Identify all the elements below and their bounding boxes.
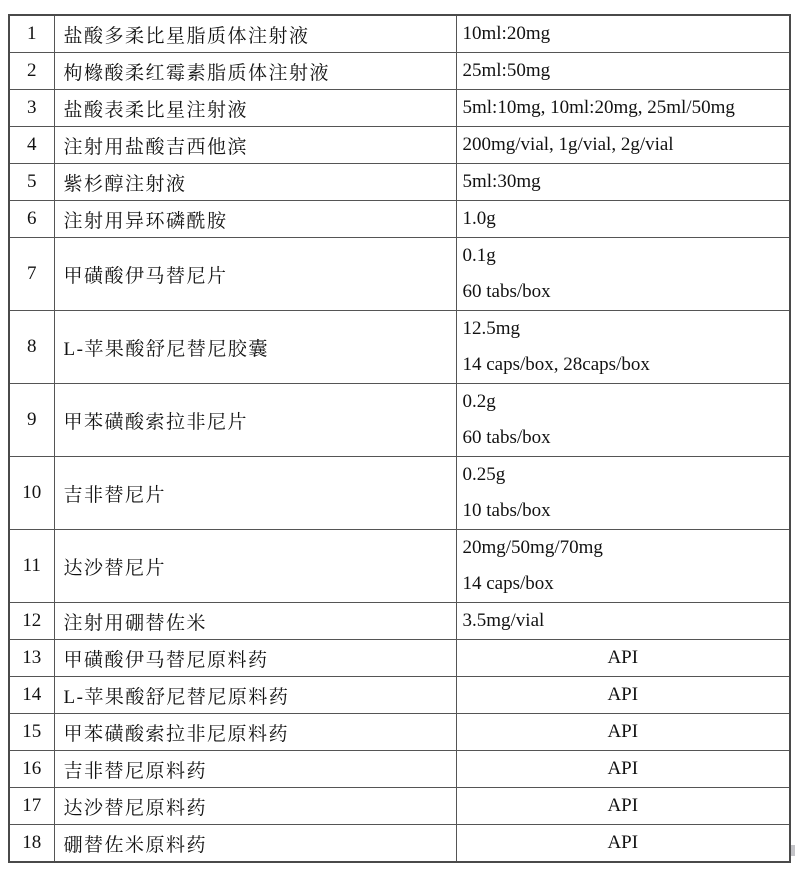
table-row [9, 825, 790, 863]
spec-line: 0.25g [462, 464, 506, 485]
table-row [9, 311, 790, 384]
product-name-cell: 吉非替尼原料药 [54, 751, 456, 788]
row-number-cell: 9 [9, 384, 54, 457]
table-row [9, 164, 790, 201]
table-row [9, 640, 790, 677]
row-number-cell: 12 [9, 603, 54, 640]
spec-line: API [607, 647, 639, 668]
spec-line: 20mg/50mg/70mg [462, 537, 603, 558]
spec-line: 25ml:50mg [462, 60, 551, 81]
spec-line: 200mg/vial, 1g/vial, 2g/vial [462, 134, 674, 155]
table-row [9, 53, 790, 90]
spec-line: API [607, 795, 639, 816]
product-name-cell: L-苹果酸舒尼替尼胶囊 [54, 311, 456, 384]
spec-line: 14 caps/box, 28caps/box [462, 354, 650, 375]
row-number-cell: 1 [9, 15, 54, 53]
product-spec-cell [456, 751, 790, 788]
row-number-cell: 13 [9, 640, 54, 677]
drug-table-body [9, 15, 790, 862]
spec-line: API [607, 721, 639, 742]
table-row [9, 15, 790, 53]
product-spec-cell [456, 677, 790, 714]
table-row [9, 238, 790, 311]
row-number-cell: 14 [9, 677, 54, 714]
row-number-cell: 11 [9, 530, 54, 603]
product-spec-cell [456, 714, 790, 751]
table-row [9, 751, 790, 788]
product-spec-cell [456, 457, 790, 530]
row-number-cell: 4 [9, 127, 54, 164]
product-spec-cell [456, 164, 790, 201]
row-number-cell: 15 [9, 714, 54, 751]
row-number-cell: 2 [9, 53, 54, 90]
spec-line: API [607, 758, 639, 779]
scan-artifact-mark [791, 845, 795, 856]
spec-line: 12.5mg [462, 318, 521, 339]
product-spec-cell [456, 15, 790, 53]
spec-line: 5ml:10mg, 10ml:20mg, 25ml/50mg [462, 97, 735, 118]
spec-line: 0.2g [462, 391, 496, 412]
spec-line: 14 caps/box [462, 573, 554, 594]
product-name-cell: 注射用硼替佐米 [54, 603, 456, 640]
product-spec-cell [456, 788, 790, 825]
table-row [9, 788, 790, 825]
product-spec-cell [456, 530, 790, 603]
table-row [9, 127, 790, 164]
spec-line: 0.1g [462, 245, 496, 266]
product-spec-cell [456, 53, 790, 90]
spec-line: 60 tabs/box [462, 281, 551, 302]
spec-line: 10ml:20mg [462, 23, 551, 44]
product-name-cell: 注射用盐酸吉西他滨 [54, 127, 456, 164]
product-name-cell: 甲磺酸伊马替尼片 [54, 238, 456, 311]
product-spec-cell [456, 603, 790, 640]
product-name-cell: 盐酸多柔比星脂质体注射液 [54, 15, 456, 53]
product-spec-cell [456, 127, 790, 164]
product-spec-cell [456, 90, 790, 127]
product-name-cell: 甲苯磺酸索拉非尼片 [54, 384, 456, 457]
product-name-cell: 甲苯磺酸索拉非尼原料药 [54, 714, 456, 751]
row-number-cell: 16 [9, 751, 54, 788]
product-name-cell: L-苹果酸舒尼替尼原料药 [54, 677, 456, 714]
spec-line: API [607, 684, 639, 705]
table-row [9, 457, 790, 530]
product-name-cell: 枸橼酸柔红霉素脂质体注射液 [54, 53, 456, 90]
row-number-cell: 18 [9, 825, 54, 863]
product-name-cell: 达沙替尼原料药 [54, 788, 456, 825]
product-spec-cell [456, 311, 790, 384]
product-name-cell: 吉非替尼片 [54, 457, 456, 530]
row-number-cell: 6 [9, 201, 54, 238]
product-spec-cell [456, 238, 790, 311]
spec-line: 1.0g [462, 208, 496, 229]
row-number-cell: 8 [9, 311, 54, 384]
table-row [9, 530, 790, 603]
row-number-cell: 3 [9, 90, 54, 127]
table-row [9, 384, 790, 457]
drug-product-table [8, 14, 791, 863]
row-number-cell: 10 [9, 457, 54, 530]
spec-line: 60 tabs/box [462, 427, 551, 448]
product-name-cell: 盐酸表柔比星注射液 [54, 90, 456, 127]
spec-line: 5ml:30mg [462, 171, 541, 192]
spec-line: API [607, 832, 639, 853]
product-name-cell: 硼替佐米原料药 [54, 825, 456, 863]
spec-line: 3.5mg/vial [462, 610, 545, 631]
product-spec-cell [456, 384, 790, 457]
spec-line: 10 tabs/box [462, 500, 551, 521]
product-name-cell: 达沙替尼片 [54, 530, 456, 603]
table-row [9, 603, 790, 640]
table-row [9, 677, 790, 714]
table-row [9, 201, 790, 238]
row-number-cell: 17 [9, 788, 54, 825]
table-row [9, 714, 790, 751]
product-name-cell: 甲磺酸伊马替尼原料药 [54, 640, 456, 677]
row-number-cell: 7 [9, 238, 54, 311]
product-spec-cell [456, 201, 790, 238]
product-spec-cell [456, 825, 790, 863]
row-number-cell: 5 [9, 164, 54, 201]
product-name-cell: 注射用异环磷酰胺 [54, 201, 456, 238]
table-row [9, 90, 790, 127]
product-spec-cell [456, 640, 790, 677]
product-name-cell: 紫杉醇注射液 [54, 164, 456, 201]
